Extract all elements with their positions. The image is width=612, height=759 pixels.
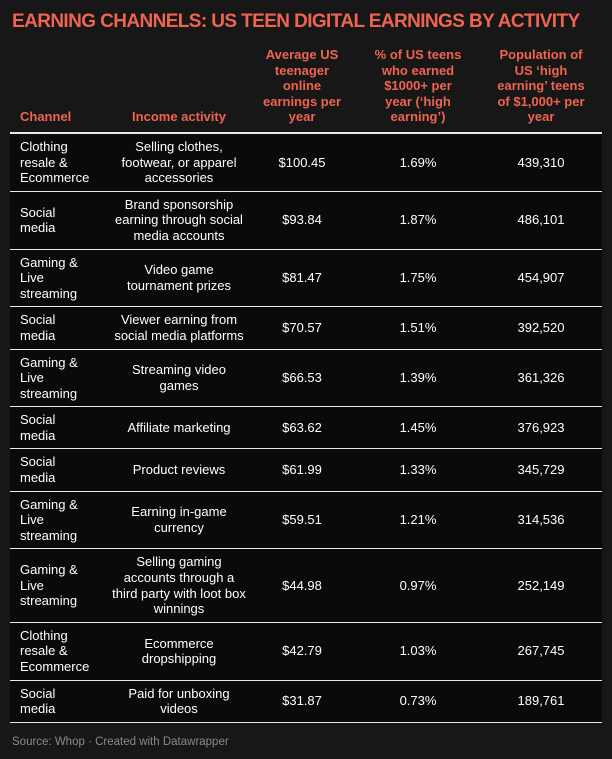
cell-average-earnings: $63.62	[282, 420, 322, 436]
cell-population: 252,149	[517, 577, 565, 593]
cell-income-activity: Video game tournament prizes	[126, 262, 232, 293]
cell-average-earnings: $100.45	[278, 154, 326, 170]
column-header-population: Population of US ‘high earning’ teens of $1,000+ per year	[480, 47, 602, 133]
cell-channel: Clothing resale & Ecommerce	[20, 138, 90, 186]
cell-average-earnings: $66.53	[282, 370, 322, 386]
cell-percent-high-earning: 1.75%	[399, 270, 437, 286]
cell-percent-high-earning: 1.45%	[399, 420, 437, 436]
cell-channel: Social media	[20, 204, 56, 236]
cell-channel: Gaming & Live streaming	[20, 254, 78, 301]
cell-percent-high-earning: 0.97%	[399, 577, 437, 593]
cell-percent-high-earning: 0.73%	[399, 693, 437, 709]
cell-percent-high-earning: 1.21%	[399, 512, 437, 528]
table-header	[10, 47, 602, 133]
table-row	[10, 407, 602, 449]
cell-population: 392,520	[517, 320, 565, 336]
table-row	[10, 549, 602, 622]
table-row	[10, 622, 602, 680]
cell-channel: Social media	[20, 454, 56, 486]
cell-income-activity: Affiliate marketing	[127, 420, 231, 436]
cell-population: 376,923	[517, 420, 565, 436]
cell-population: 361,326	[517, 370, 565, 386]
column-header-channel: Channel	[10, 47, 110, 133]
cell-average-earnings: $59.51	[282, 512, 322, 528]
cell-income-activity: Streaming video games	[132, 362, 226, 393]
table-row	[10, 449, 602, 491]
column-header-percent-high-earning: % of US teens who earned $1000+ per year (‘high earning’)	[356, 47, 480, 133]
cell-population: 486,101	[517, 212, 565, 228]
table-row	[10, 307, 602, 349]
table-row	[10, 133, 602, 191]
cell-average-earnings: $31.87	[282, 693, 322, 709]
header-row	[10, 47, 602, 133]
cell-channel: Social media	[20, 685, 56, 717]
cell-percent-high-earning: 1.51%	[399, 320, 437, 336]
cell-income-activity: Brand sponsorship earning through social media accounts	[115, 196, 243, 243]
cell-percent-high-earning: 1.33%	[399, 462, 437, 478]
cell-channel: Clothing resale & Ecommerce	[20, 627, 90, 674]
cell-channel: Gaming & Live streaming	[20, 562, 78, 609]
cell-income-activity: Product reviews	[132, 462, 226, 478]
cell-income-activity: Selling clothes, footwear, or apparel accessories	[121, 138, 237, 186]
cell-channel: Social media	[20, 412, 56, 443]
table-row	[10, 191, 602, 249]
table-row	[10, 491, 602, 549]
cell-population: 314,536	[517, 512, 565, 528]
cell-channel: Social media	[20, 312, 56, 343]
table-row	[10, 349, 602, 407]
table-row	[10, 249, 602, 307]
cell-population: 267,745	[517, 643, 565, 659]
table-body	[10, 133, 602, 722]
cell-average-earnings: $93.84	[282, 212, 322, 228]
cell-income-activity: Paid for unboxing videos	[128, 685, 230, 717]
cell-channel: Gaming & Live streaming	[20, 496, 78, 543]
cell-average-earnings: $61.99	[282, 462, 322, 478]
column-header-average-earnings: Average US teenager online earnings per year	[248, 47, 356, 133]
cell-population: 439,310	[517, 154, 565, 170]
cell-income-activity: Selling gaming accounts through a third party with loot box winnings	[112, 554, 246, 617]
cell-percent-high-earning: 1.39%	[399, 370, 437, 386]
cell-income-activity: Ecommerce dropshipping	[141, 635, 217, 667]
column-header-income-activity: Income activity	[110, 47, 248, 133]
cell-income-activity: Earning in-game currency	[131, 504, 227, 536]
cell-average-earnings: $81.47	[282, 270, 322, 286]
chart-title: EARNING CHANNELS: US TEEN DIGITAL EARNINGS BY ACTIVITY	[12, 11, 580, 32]
cell-percent-high-earning: 1.87%	[399, 212, 437, 228]
cell-income-activity: Viewer earning from social media platforms	[114, 312, 244, 343]
cell-average-earnings: $70.57	[282, 320, 322, 336]
cell-channel: Gaming & Live streaming	[20, 354, 78, 401]
cell-population: 189,761	[517, 693, 565, 709]
source-attribution: Source: Whop · Created with Datawrapper	[12, 735, 229, 748]
cell-average-earnings: $44.98	[282, 577, 322, 593]
cell-population: 454,907	[517, 270, 565, 286]
cell-percent-high-earning: 1.03%	[399, 643, 437, 659]
cell-percent-high-earning: 1.69%	[399, 154, 437, 170]
cell-average-earnings: $42.79	[282, 643, 322, 659]
cell-population: 345,729	[517, 462, 565, 478]
table-row	[10, 680, 602, 722]
earnings-table	[10, 47, 602, 723]
